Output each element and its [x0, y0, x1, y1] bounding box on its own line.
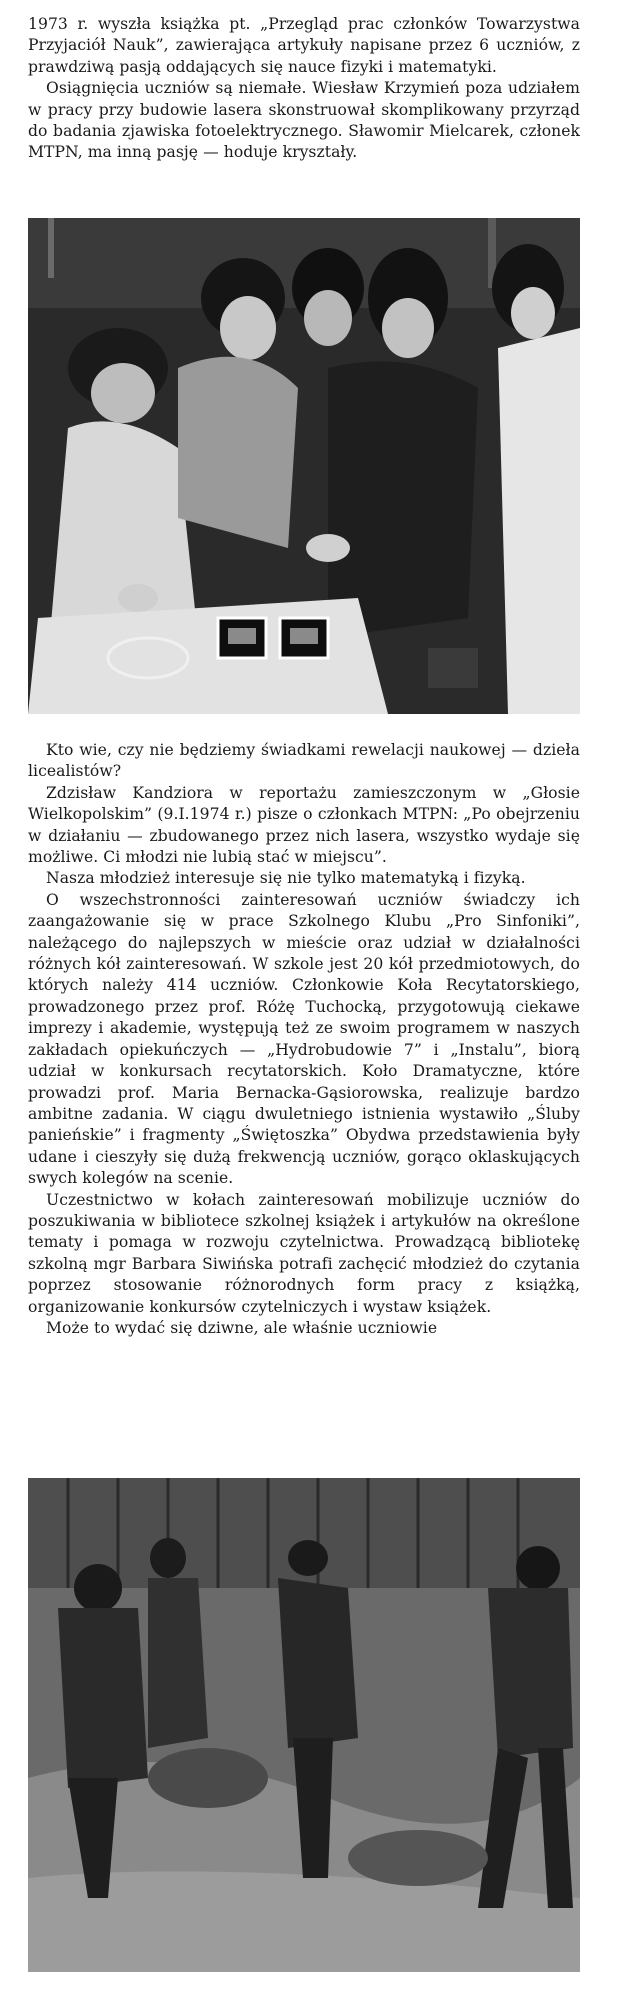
body-text-block	[28, 740, 580, 1339]
photo-students-laser	[28, 218, 580, 714]
body-paragraph-4: O wszechstronności zainteresowań uczniów świadczy ich zaangażowanie się w prace Szkolnego Klubu „Pro Sinfoniki”, należącego do najlepszych w mieście oraz udział w działalności różnych kół zainteresowań. W szkole jest 20 kół przedmiotowych, do których należy 414 uczniów. Członkowie Koła Recytatorskiego, prowadzonego przez prof. Różę Tuchocką, przygotowują ciekawe imprezy i akademie, występują też ze swoim programem w naszych zakładach opiekuńczych — „Hydrobudowie 7” i „Instalu”, biorą udział w konkursach recytatorskich. Koło Dramatyczne, które prowadzi prof. Maria Bernacka-Gąsiorowska, realizuje bardzo ambitne zadania. W ciągu dwuletniego istnienia wystawiło „Śluby panieńskie” i fragmenty „Świętoszka” Obydwa przedstawienia były udane i cieszyły się dużą frekwencją uczniów, gorąco oklaskujących swych kolegów na scenie.	[28, 890, 580, 1188]
body-paragraph-3: Nasza młodzież interesuje się nie tylko matematyką i fizyką.	[46, 869, 526, 888]
intro-paragraph-2: Osiągnięcia uczniów są niemałe. Wiesław Krzymień poza udziałem w pracy przy budowie lasera skonstruował skomplikowany przyrząd do badania zjawiska fotoelektrycznego. Sławomir Mielcarek, członek MTPN, ma inną pasję — hoduje kryształy.	[28, 79, 580, 162]
photo-students-laser-image	[28, 218, 580, 714]
body-paragraph-6: Może to wydać się dziwne, ale właśnie uczniowie	[46, 1318, 438, 1337]
intro-text-block	[28, 14, 580, 164]
body-paragraph-5: Uczestnictwo w kołach zainteresowań mobilizuje uczniów do poszukiwania w bibliotece szkolnej książek i artykułów na określone tematy i pomaga w rozwoju czytelnictwa. Prowadzącą bibliotekę szkolną mgr Barbara Siwińska potrafi zachęcić młodzież do czytania poprzez stosowanie różnorodnych form pracy z książką, organizowanie konkursów czytelniczych i wystaw książek.	[28, 1190, 580, 1316]
photo-students-gardening	[28, 1478, 580, 1972]
intro-paragraph-1: 1973 r. wyszła książka pt. „Przegląd prac członków Towarzystwa Przyjaciół Nauk”, zawierająca artykuły napisane przez 6 uczniów, z prawdziwą pasją oddających się nauce fizyki i matematyki.	[28, 15, 580, 76]
body-paragraph-1: Kto wie, czy nie będziemy świadkami rewelacji naukowej — dzieła licealistów?	[28, 741, 580, 781]
body-paragraph-2: Zdzisław Kandziora w reportażu zamieszczonym w „Głosie Wielkopolskim” (9.I.1974 r.) pisze o członkach MTPN: „Po obejrzeniu w działaniu — zbudowanego przez nich lasera, wszystko wydaje się możliwe. Ci młodzi nie lubią stać w miejscu”.	[28, 783, 580, 867]
photo-students-gardening-image	[28, 1478, 580, 1972]
